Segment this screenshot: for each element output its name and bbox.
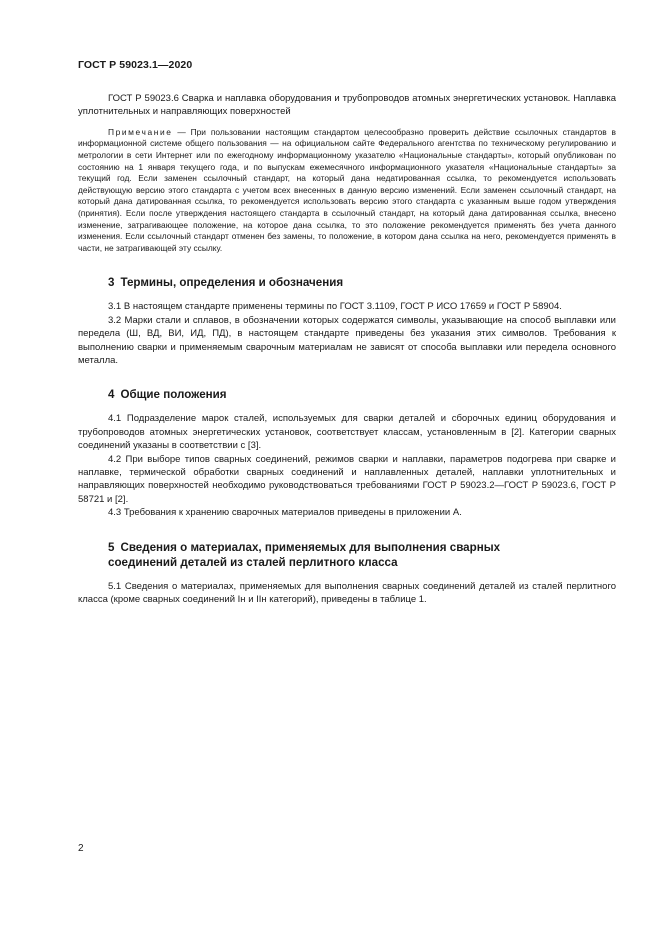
reference-item: ГОСТ Р 59023.6 Сварка и наплавка оборудования и трубопроводов атомных энергетических установок. Наплавка уплотнительных и направляющих поверхностей bbox=[78, 93, 616, 118]
section-3-heading bbox=[78, 275, 616, 290]
section-3-number: 3 bbox=[108, 276, 115, 290]
section-5-number: 5 bbox=[108, 540, 115, 554]
note-text: При пользовании настоящим стандартом целесообразно проверить действие ссылочных стандартов в информационной системе общего пользования — на официальном сайте Федерального агентства по техническому регулированию и метрологии в сети Интернет или по ежегодному информационному указателю «Национальные стандарты», который опубликован по состоянию на 1 января текущего года, и по выпускам ежемесячного информационного указателя «Национальные стандарты» за текущий год. Если заменен ссылочный стандарт, на который дана недатированная ссылка, то рекомендуется использовать действующую версию этого стандарта с учетом всех внесенных в данную версию изменений. Если заменен ссылочный стандарт, на который дана датированная ссылка, то рекомендуется использовать версию этого стандарта с указанным выше годом утверждения (принятия). Если после утверждения настоящего стандарта в ссылочный стандарт, на который дана датированная ссылка, внесено изменение, затрагивающее положение, на которое дана ссылка, то это положение рекомендуется применять без учета данного изменения. Если ссылочный стандарт отменен без замены, то положение, в котором дана ссылка на него, рекомендуется применять в части, не затрагивающей эту ссылку. bbox=[78, 126, 616, 253]
page-content bbox=[78, 92, 616, 606]
page-number: 2 bbox=[78, 843, 84, 854]
section-5-heading bbox=[78, 540, 616, 570]
paragraph-4-1: 4.1 Подразделение марок сталей, используемых для сварки деталей и сборочных единиц оборудования и трубопроводов атомных энергетических установок, соответствует классам, установленным в [2]. Категории сварных соединений указаны в соответствии с [3]. bbox=[78, 413, 616, 452]
paragraph-5-1: 5.1 Сведения о материалах, применяемых для выполнения сварных соединений деталей из сталей перлитного класса (кроме сварных соединений Iн и IIн категорий), приведены в таблице 1. bbox=[78, 580, 616, 606]
section-4-number: 4 bbox=[108, 388, 115, 402]
note-dash: — bbox=[172, 126, 191, 137]
paragraph-4-2: 4.2 При выборе типов сварных соединений, режимов сварки и наплавки, параметров подогрева при сварке и наплавке, термической обработки сварных соединений и наплавленных деталей, наплавки уплотнительных и направляющих поверхностей необходимо руководствоваться требованиями ГОСТ Р 59023.2—ГОСТ Р 59023.6, ГОСТ Р 58721 и [2]. bbox=[78, 453, 616, 505]
section-4-heading bbox=[78, 387, 616, 402]
section-3-title: Термины, определения и обозначения bbox=[120, 276, 344, 290]
paragraph-3-1: 3.1 В настоящем стандарте применены термины по ГОСТ 3.1109, ГОСТ Р ИСО 17659 и ГОСТ Р 58904. bbox=[108, 301, 562, 313]
document-code-header: ГОСТ Р 59023.1—2020 bbox=[78, 59, 193, 71]
note-label: Примечание bbox=[108, 126, 173, 137]
section-5-title-line1: Сведения о материалах, применяемых для выполнения сварных bbox=[120, 540, 501, 554]
paragraph-3-2: 3.2 Марки стали и сплавов, в обозначении которых содержатся символы, указывающие на способ выплавки или передела (Ш, ВД, ВИ, ИД, ПД), в настоящем стандарте приведены без указания этих символов. Требования к выполнению сварки и применяемым сварочным материалам не зависят от способа выплавки или передела основного металла. bbox=[78, 314, 616, 366]
section-5-title-line2: соединений деталей из сталей перлитного класса bbox=[108, 555, 398, 569]
reference-note bbox=[78, 127, 616, 255]
section-4-title: Общие положения bbox=[120, 388, 227, 402]
paragraph-4-3: 4.3 Требования к хранению сварочных материалов приведены в приложении А. bbox=[108, 507, 462, 519]
